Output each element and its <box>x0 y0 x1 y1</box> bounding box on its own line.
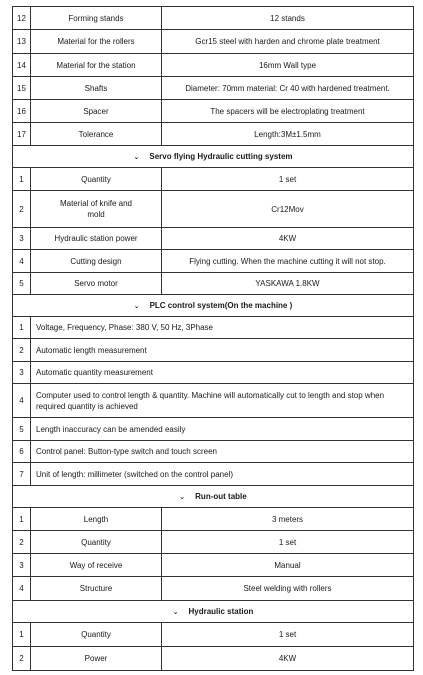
spec-row-cutting-design <box>13 250 413 273</box>
row-value: YASKAWA 1.8KW <box>255 279 320 288</box>
row-number: 3 <box>13 228 31 249</box>
row-value: 16mm Wall type <box>258 60 317 70</box>
row-number: 15 <box>13 77 31 99</box>
row-label: Power <box>31 647 162 670</box>
row-label: Quantity <box>31 623 162 646</box>
row-label: Cutting design <box>31 250 162 272</box>
row-number: 3 <box>13 362 31 383</box>
row-number: 13 <box>13 30 31 53</box>
row-text: Voltage, Frequency, Phase: 380 V, 50 Hz, 3Phase <box>36 323 214 332</box>
row-value: 3 meters <box>271 514 304 524</box>
row-label: Material of knife and mold <box>31 191 162 227</box>
spec-table <box>12 6 414 671</box>
row-value: Manual <box>274 560 301 570</box>
row-value: 12 stands <box>270 13 305 23</box>
chevron-down-icon: ⌄ <box>133 302 140 310</box>
hydraulic-row-quantity <box>13 623 413 647</box>
row-number: 2 <box>13 191 31 227</box>
section-title: Run-out table <box>195 492 247 501</box>
row-value: 1 set <box>278 174 297 184</box>
row-value: Gcr15 steel with harden and chrome plate treatment <box>195 37 380 46</box>
row-label: Quantity <box>31 531 162 553</box>
runout-row-way-of-receive <box>13 554 413 577</box>
chevron-down-icon: ⌄ <box>172 608 179 616</box>
section-header-hydraulic <box>13 601 413 623</box>
row-label: Spacer <box>31 100 162 122</box>
row-number: 1 <box>13 623 31 646</box>
runout-row-quantity <box>13 531 413 554</box>
row-number: 4 <box>13 577 31 600</box>
spec-row-station-material <box>13 54 413 77</box>
row-label: Servo motor <box>31 273 162 294</box>
row-value: The spacers will be electroplating treatment <box>210 106 365 116</box>
row-number: 4 <box>13 250 31 272</box>
row-value: Cr12Mov <box>271 204 304 214</box>
row-value: Flying cutting. When the machine cutting it will not stop. <box>189 256 386 266</box>
row-label: Structure <box>31 577 162 600</box>
plc-row-control-panel <box>13 441 413 463</box>
spec-row-hydraulic-power <box>13 228 413 250</box>
row-text: Length inaccuracy can be amended easily <box>36 424 186 434</box>
section-title: Servo flying Hydraulic cutting system <box>149 152 293 161</box>
section-header-servo <box>13 146 413 168</box>
row-value: Length:3M±1.5mm <box>254 129 321 139</box>
row-number: 2 <box>13 647 31 670</box>
runout-row-length <box>13 508 413 531</box>
section-title: Hydraulic station <box>188 607 254 616</box>
row-value: Steel welding with rollers <box>243 584 332 593</box>
spec-row-roller-material <box>13 30 413 54</box>
row-label: Material for the station <box>31 54 162 76</box>
row-label: Material for the rollers <box>31 30 162 53</box>
spec-row-tolerance <box>13 123 413 146</box>
row-number: 12 <box>13 7 31 29</box>
spec-row-servo-quantity <box>13 168 413 191</box>
plc-row-length-inaccuracy <box>13 418 413 441</box>
runout-row-structure <box>13 577 413 601</box>
row-text: Control panel: Button-type switch and touch screen <box>36 447 217 456</box>
chevron-down-icon: ⌄ <box>133 153 140 161</box>
chevron-down-icon: ⌄ <box>179 493 186 501</box>
row-number: 17 <box>13 123 31 145</box>
hydraulic-row-power <box>13 647 413 670</box>
row-number: 1 <box>13 317 31 338</box>
row-value: 4KW <box>278 654 297 663</box>
row-number: 2 <box>13 531 31 553</box>
row-number: 2 <box>13 339 31 361</box>
row-number: 16 <box>13 100 31 122</box>
plc-row-computer-control <box>13 384 413 418</box>
section-header-plc <box>13 295 413 317</box>
row-number: 1 <box>13 508 31 530</box>
spec-row-shafts <box>13 77 413 100</box>
row-label: Quantity <box>31 168 162 190</box>
row-number: 3 <box>13 554 31 576</box>
row-text: Automatic length measurement <box>36 345 147 355</box>
section-title: PLC control system(On the machine ) <box>149 301 293 310</box>
row-text: Unit of length: millimeter (switched on the control panel) <box>36 469 233 479</box>
row-number: 7 <box>13 463 31 485</box>
plc-row-unit-of-length <box>13 463 413 486</box>
row-label: Forming stands <box>31 7 162 29</box>
spec-row-servo-motor <box>13 273 413 295</box>
row-number: 1 <box>13 168 31 190</box>
plc-row-quantity-measurement <box>13 362 413 384</box>
row-text: Computer used to control length & quantity. Machine will automatically cut to length and stop when required quantity is achieved <box>36 390 385 411</box>
row-number: 4 <box>13 384 31 417</box>
row-value: 1 set <box>278 630 297 639</box>
row-label: Length <box>31 508 162 530</box>
row-label: Shafts <box>31 77 162 99</box>
row-number: 14 <box>13 54 31 76</box>
spec-row-spacer <box>13 100 413 123</box>
row-label: Hydraulic station power <box>31 228 162 249</box>
row-value: 4KW <box>278 234 297 243</box>
row-text: Automatic quantity measurement <box>36 368 153 377</box>
row-number: 5 <box>13 418 31 440</box>
row-number: 5 <box>13 273 31 294</box>
row-label: Tolerance <box>31 123 162 145</box>
spec-row-knife-material <box>13 191 413 228</box>
spec-row-forming-stands <box>13 7 413 30</box>
row-number: 6 <box>13 441 31 462</box>
row-label: Way of receive <box>31 554 162 576</box>
plc-row-length-measurement <box>13 339 413 362</box>
row-value: Diameter: 70mm material: Cr 40 with hardened treatment. <box>185 83 390 93</box>
plc-row-voltage <box>13 317 413 339</box>
row-value: 1 set <box>278 537 297 547</box>
section-header-runout <box>13 486 413 508</box>
